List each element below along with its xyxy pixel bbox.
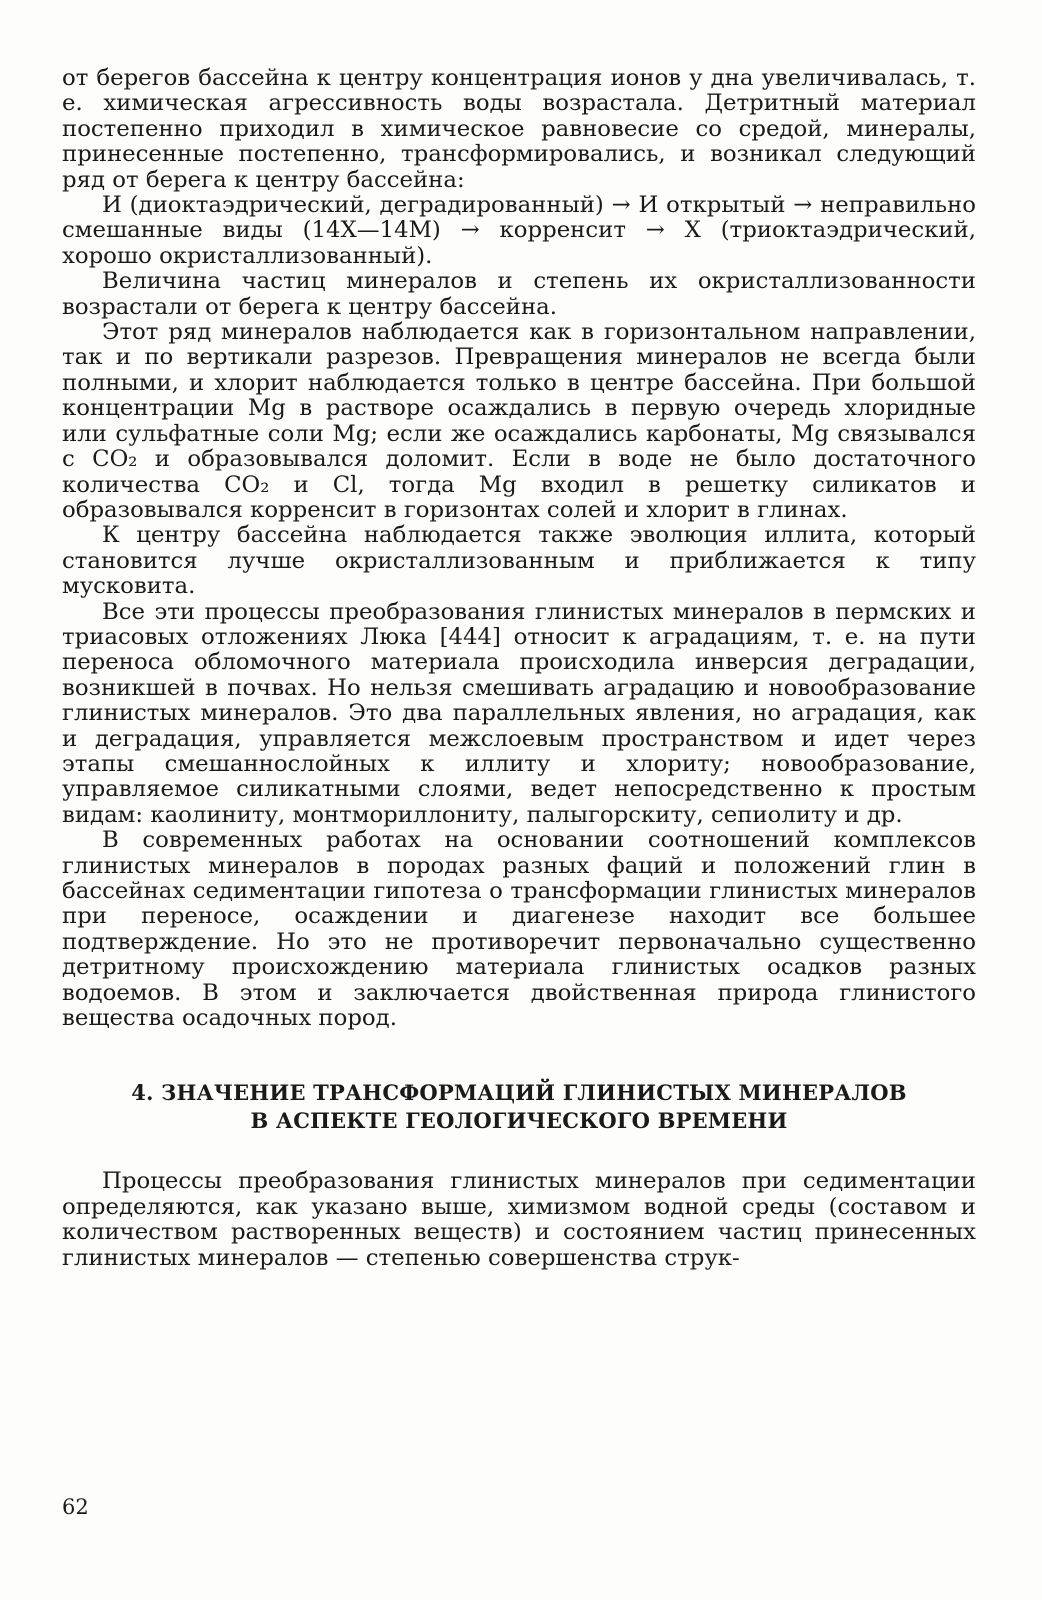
section-heading [62,1079,976,1135]
section-heading-line-1: 4. ЗНАЧЕНИЕ ТРАНСФОРМАЦИЙ ГЛИНИСТЫХ МИНЕРАЛОВ [131,1080,907,1106]
paragraph-7: В современных работах на основании соотношений комплексов глинистых минералов в породах разных фаций и положений глин в бассейнах седиментации гипотеза о трансформации глинистых минералов при переносе, осаждении и диагенезе находит все большее подтверждение. Но это не противоречит первоначально существенно детритному происхождению материала глинистых осадков разных водоемов. В этом и заключается двойственная природа глинистого вещества осадочных пород. [62,827,976,1032]
paragraph-1: от берегов бассейна к центру концентрация ионов у дна увеличивалась, т. е. химическая агрессивность воды возрастала. Детритный материал постепенно приходил в химическое равновесие со средой, минералы, принесенные постепенно, трансформировались, и возникал следующий ряд от берега к центру бассейна: [62,65,976,193]
paragraph-6: Все эти процессы преобразования глинистых минералов в пермских и триасовых отложениях Люка [444] относит к аградациям, т. е. на пути переноса обломочного материала происходила инверсия деградации, возникшей в почвах. Но нельзя смешивать аградацию и новообразование глинистых минералов. Это два параллельных явления, но аградация, как и деградация, управляется межслоевым пространством и идет через этапы смешаннослойных к иллиту и хлориту; новообразование, управляемое силикатными слоями, ведет непосредственно к простым видам: каолиниту, монтмориллониту, палыгорскиту, сепиолиту и др. [62,598,976,828]
section-heading-line-2: В АСПЕКТЕ ГЕОЛОГИЧЕСКОГО ВРЕМЕНИ [250,1108,788,1134]
document-page [62,66,976,1271]
final-paragraph: Процессы преобразования глинистых минералов при седиментации определяются, как указано выше, химизмом водной среды (составом и количеством растворенных веществ) и состоянием частиц принесенных глинистых минералов — степенью совершенства струк- [62,1168,976,1271]
paragraph-3: Величина частиц минералов и степень их окристаллизованности возрастали от берега к центру бассейна. [62,268,976,320]
paragraph-5: К центру бассейна наблюдается также эволюция иллита, который становится лучше окристаллизованным и приближается к типу мусковита. [62,522,976,600]
paragraph-4: Этот ряд минералов наблюдается как в горизонтальном направлении, так и по вертикали разрезов. Превращения минералов не всегда были полными, и хлорит наблюдается только в центре бассейна. При большой концентрации Mg в растворе осаждались в первую очередь хлоридные или сульфатные соли Mg; если же осаждались карбонаты, Mg связывался с CO₂ и образовывался доломит. Если в воде не было достаточного количества CO₂ и Cl, тогда Mg входил в решетку силикатов и образовывался корренсит в горизонтах солей и хлорит в глинах. [62,319,976,523]
page-number: 62 [62,1495,89,1519]
paragraph-2-mineral-series: И (диоктаэдрический, деградированный) → И открытый → неправильно смешанные виды (14Х—14М) → корренсит → Х (триоктаэдрический, хорошо окристаллизованный). [62,192,976,269]
